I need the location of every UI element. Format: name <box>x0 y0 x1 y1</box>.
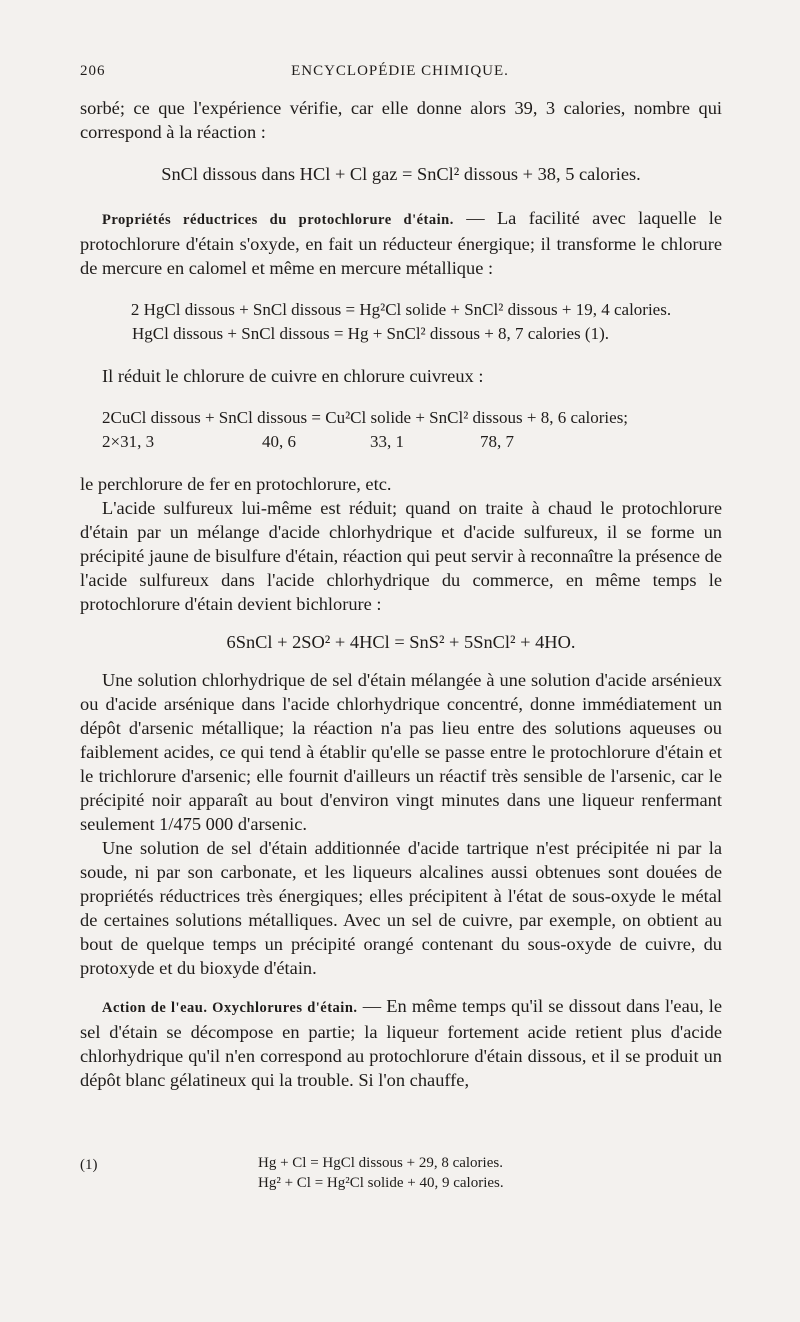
section-title: Action de l'eau. Oxychlorures d'étain. <box>102 1000 358 1016</box>
equation: 6SnCl + 2SO² + 4HCl = SnS² + 5SnCl² + 4HO. <box>226 632 576 652</box>
value: 2×31, 3 <box>102 432 155 451</box>
footnote-equations <box>258 1153 504 1193</box>
value: 78, 7 <box>480 432 514 451</box>
paragraph-text: — En même temps qu'il se dissout dans l'eau, le sel d'étain se décompose en partie; la liqueur fortement acide retient plus d'acide chlorhydrique qu'il n'en correspond au protochlorure d'étain dissous, et il se produit un dépôt blanc gélatineux qui la trouble. Si l'on chauffe, <box>80 996 723 1090</box>
page-number: 206 <box>80 63 106 79</box>
footnote-line: Hg² + Cl = Hg²Cl solide + 40, 9 calories. <box>258 1175 504 1191</box>
section-title: Propriétés réductrices du protochlorure d'étain. <box>102 212 454 228</box>
equation: HgCl dissous + SnCl dissous = Hg + SnCl² dissous + 8, 7 calories (1). <box>132 324 609 343</box>
value: 40, 6 <box>262 432 296 451</box>
equation: 2 HgCl dissous + SnCl dissous = Hg²Cl solide + SnCl² dissous + 19, 4 calories. <box>130 300 672 319</box>
footnote-line: Hg + Cl = HgCl dissous + 29, 8 calories. <box>258 1155 503 1171</box>
paragraph: Une solution de sel d'étain additionnée d'acide tartrique n'est précipitée ni par la soude, ni par son carbonate, et les liqueurs alcalines aussi obtenues sont douées de propriétés réductrices très énergiques; elles précipitent à l'état de sous-oxyde le métal de certaines solutions métalliques. Avec un sel de cuivre, par exemple, on obtient au bout de quelque temps un précipité orangé contenant du sous-oxyde de cuivre, du protoxyde et du bioxyde d'étain. <box>80 838 722 978</box>
paragraph: le perchlorure de fer en protochlorure, etc. <box>80 474 392 494</box>
running-header <box>80 63 720 87</box>
equation-values <box>80 430 722 454</box>
page-body <box>80 96 722 1092</box>
equation: SnCl dissous dans HCl + Cl gaz = SnCl² dissous + 38, 5 calories. <box>161 164 641 184</box>
paragraph: Une solution chlorhydrique de sel d'étain mélangée à une solution d'acide arsénieux ou d'acide arsénique dans l'acide chlorhydrique concentré, donne immédiatement un dépôt d'arsenic métallique; la réaction n'a pas lieu entre des solutions aqueuses ou faiblement acides, ce qui tend à établir qu'elle se passe entre le protochlorure d'étain et le trichlorure d'arsenic; elle fournit d'ailleurs un réactif très sensible de l'arsenic, car le précipité noir apparaît au bout d'environ vingt minutes dans une liqueur renfermant seulement 1/475 000 d'arsenic. <box>80 670 722 834</box>
paragraph: Il réduit le chlorure de cuivre en chlorure cuivreux : <box>102 366 484 386</box>
footnote-mark: (1) <box>80 1157 98 1173</box>
value: 33, 1 <box>370 432 404 451</box>
paragraph: L'acide sulfureux lui-même est réduit; quand on traite à chaud le protochlorure d'étain par un mélange d'acide chlorhydrique et d'acide sulfureux, il se forme un précipité jaune de bisulfure d'étain, réaction qui peut servir à reconnaître la présence de l'acide sulfureux dans l'acide chlorhydrique du commerce, en même temps le protochlorure d'étain devient bichlorure : <box>80 498 722 614</box>
paragraph: sorbé; ce que l'expérience vérifie, car elle donne alors 39, 3 calories, nombre qui correspond à la réaction : <box>80 98 722 142</box>
equation: 2CuCl dissous + SnCl dissous = Cu²Cl solide + SnCl² dissous + 8, 6 calories; <box>102 408 629 427</box>
paragraph <box>80 994 722 1092</box>
paragraph-text: — La facilité avec laquelle le protochlorure d'étain s'oxyde, en fait un réducteur énergique; il transforme le chlorure de mercure en calomel et même en mercure métallique : <box>80 208 722 278</box>
paragraph <box>80 206 722 280</box>
running-title: ENCYCLOPÉDIE CHIMIQUE. <box>291 63 509 79</box>
